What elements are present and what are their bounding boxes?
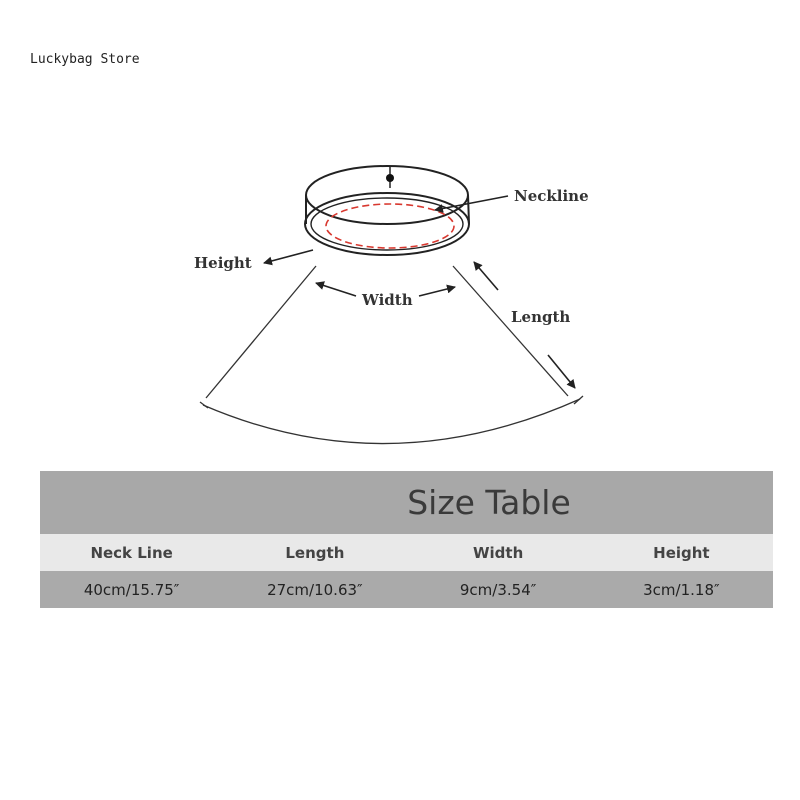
collar-button-hole (386, 174, 394, 182)
length-label: Length (511, 308, 571, 326)
size-table-header-row (40, 534, 773, 571)
cone-left-edge (206, 266, 316, 398)
value-neck-line: 40cm/15.75″ (83, 580, 180, 599)
cone-bottom-arc (203, 399, 580, 444)
neckline-dashed-circle (326, 204, 454, 248)
width-label: Width (362, 291, 413, 309)
size-table (40, 471, 773, 608)
cone-bottom-tick-right (574, 396, 583, 404)
value-width: 9cm/3.54″ (459, 580, 537, 599)
header-width: Width (472, 543, 524, 562)
cone-bottom-tick-left (200, 402, 208, 408)
value-height: 3cm/1.18″ (643, 580, 720, 599)
height-label: Height (194, 254, 252, 272)
width-arrow-right (419, 287, 455, 296)
header-neck-line: Neck Line (90, 543, 173, 562)
length-arrow-bottom (548, 355, 575, 388)
header-height: Height (653, 543, 710, 562)
height-arrow (264, 250, 313, 263)
size-table-value-row (40, 571, 773, 608)
cone-right-edge (453, 266, 571, 396)
collar-top-ellipse (306, 166, 468, 224)
value-length: 27cm/10.63″ (267, 580, 363, 599)
store-name: Luckybag Store (30, 52, 140, 67)
neckline-label: Neckline (514, 187, 589, 205)
length-arrow-top (474, 262, 498, 290)
width-arrow-left (316, 283, 356, 296)
size-table-title-row (40, 471, 773, 534)
header-length: Length (285, 543, 345, 562)
size-table-title: Size Table (407, 483, 571, 522)
